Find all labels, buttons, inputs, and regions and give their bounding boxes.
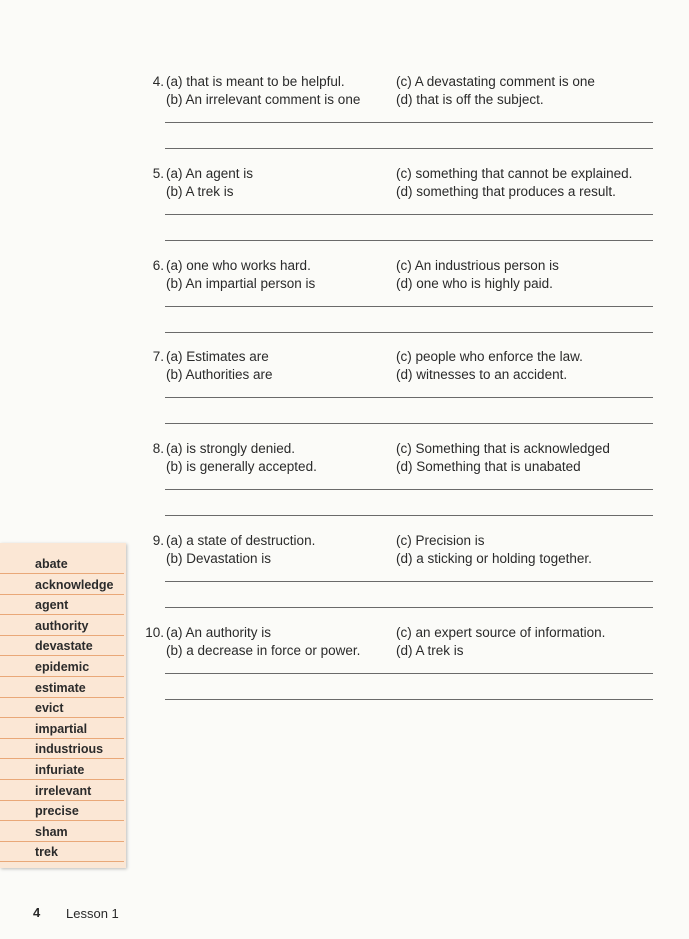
- choice-a: (a) Estimates are: [166, 349, 269, 364]
- item-number: 5.: [152, 166, 164, 181]
- answer-line[interactable]: [165, 397, 653, 398]
- choice-c: (c) Something that is acknowledged: [396, 441, 610, 456]
- choice-d: (d) Something that is unabated: [396, 459, 581, 474]
- choice-c: (c) An industrious person is: [396, 258, 559, 273]
- choice-a: (a) that is meant to be helpful.: [166, 74, 345, 89]
- answer-line[interactable]: [165, 214, 653, 215]
- answer-line[interactable]: [165, 607, 653, 608]
- answer-line[interactable]: [165, 423, 653, 424]
- item-number: 7.: [152, 349, 164, 364]
- answer-line[interactable]: [165, 148, 653, 149]
- answer-line[interactable]: [165, 489, 653, 490]
- item-number: 4.: [152, 74, 164, 89]
- choice-b: (b) An impartial person is: [166, 276, 316, 291]
- word-list-item: trek: [0, 842, 124, 862]
- word-list-item: agent: [0, 595, 124, 615]
- choice-b: (b) is generally accepted.: [166, 459, 317, 474]
- choice-a: (a) An agent is: [166, 166, 254, 181]
- item-number: 8.: [152, 441, 164, 456]
- word-list-item: devastate: [0, 636, 124, 656]
- choice-b: (b) Authorities are: [166, 367, 273, 382]
- answer-line[interactable]: [165, 122, 653, 123]
- choice-d: (d) a sticking or holding together.: [396, 551, 592, 566]
- word-list-item: acknowledge: [0, 575, 124, 595]
- word-list-item: impartial: [0, 719, 124, 739]
- word-list-item: industrious: [0, 739, 124, 759]
- answer-line[interactable]: [165, 306, 653, 307]
- choice-d: (d) something that produces a result.: [396, 184, 616, 199]
- word-list-box: [0, 543, 126, 868]
- choice-c: (c) people who enforce the law.: [396, 349, 583, 364]
- item-number: 9.: [152, 533, 164, 548]
- word-list-item: irrelevant: [0, 781, 124, 801]
- item-number: 6.: [152, 258, 164, 273]
- choice-b: (b) Devastation is: [166, 551, 272, 566]
- choice-a: (a) An authority is: [166, 625, 272, 640]
- exercise-item-10: [140, 624, 660, 704]
- exercise-item-7: [140, 348, 660, 428]
- word-list-item: evict: [0, 698, 124, 718]
- exercise-item-9: [140, 532, 660, 612]
- answer-line[interactable]: [165, 515, 653, 516]
- choice-c: (c) A devastating comment is one: [396, 74, 595, 89]
- word-list-item: authority: [0, 616, 124, 636]
- answer-line[interactable]: [165, 699, 653, 700]
- answer-line[interactable]: [165, 673, 653, 674]
- exercise-item-5: [140, 165, 660, 245]
- choice-d: (d) witnesses to an accident.: [396, 367, 568, 382]
- exercise-item-4: [140, 73, 660, 153]
- word-list-item: precise: [0, 801, 124, 821]
- choice-d: (d) that is off the subject.: [396, 92, 544, 107]
- choice-c: (c) Precision is: [396, 533, 485, 548]
- answer-line[interactable]: [165, 332, 653, 333]
- exercise-item-8: [140, 440, 660, 520]
- answer-line[interactable]: [165, 240, 653, 241]
- page-number: 4: [33, 905, 41, 920]
- exercise-item-6: [140, 257, 660, 337]
- choice-d: (d) one who is highly paid.: [396, 276, 553, 291]
- choice-a: (a) a state of destruction.: [166, 533, 316, 548]
- item-number: 10.: [145, 625, 164, 640]
- word-list-item: sham: [0, 822, 124, 842]
- answer-line[interactable]: [165, 581, 653, 582]
- choice-b: (b) A trek is: [166, 184, 234, 199]
- choice-a: (a) one who works hard.: [166, 258, 311, 273]
- word-list-item: epidemic: [0, 657, 124, 677]
- word-list-item: abate: [0, 554, 124, 574]
- choice-c: (c) something that cannot be explained.: [396, 166, 633, 181]
- word-list-item: estimate: [0, 678, 124, 698]
- choice-b: (b) An irrelevant comment is one: [166, 92, 361, 107]
- word-list-item: infuriate: [0, 760, 124, 780]
- choice-a: (a) is strongly denied.: [166, 441, 296, 456]
- choice-c: (c) an expert source of information.: [396, 625, 606, 640]
- lesson-label: Lesson 1: [66, 906, 119, 921]
- choice-d: (d) A trek is: [396, 643, 464, 658]
- choice-b: (b) a decrease in force or power.: [166, 643, 361, 658]
